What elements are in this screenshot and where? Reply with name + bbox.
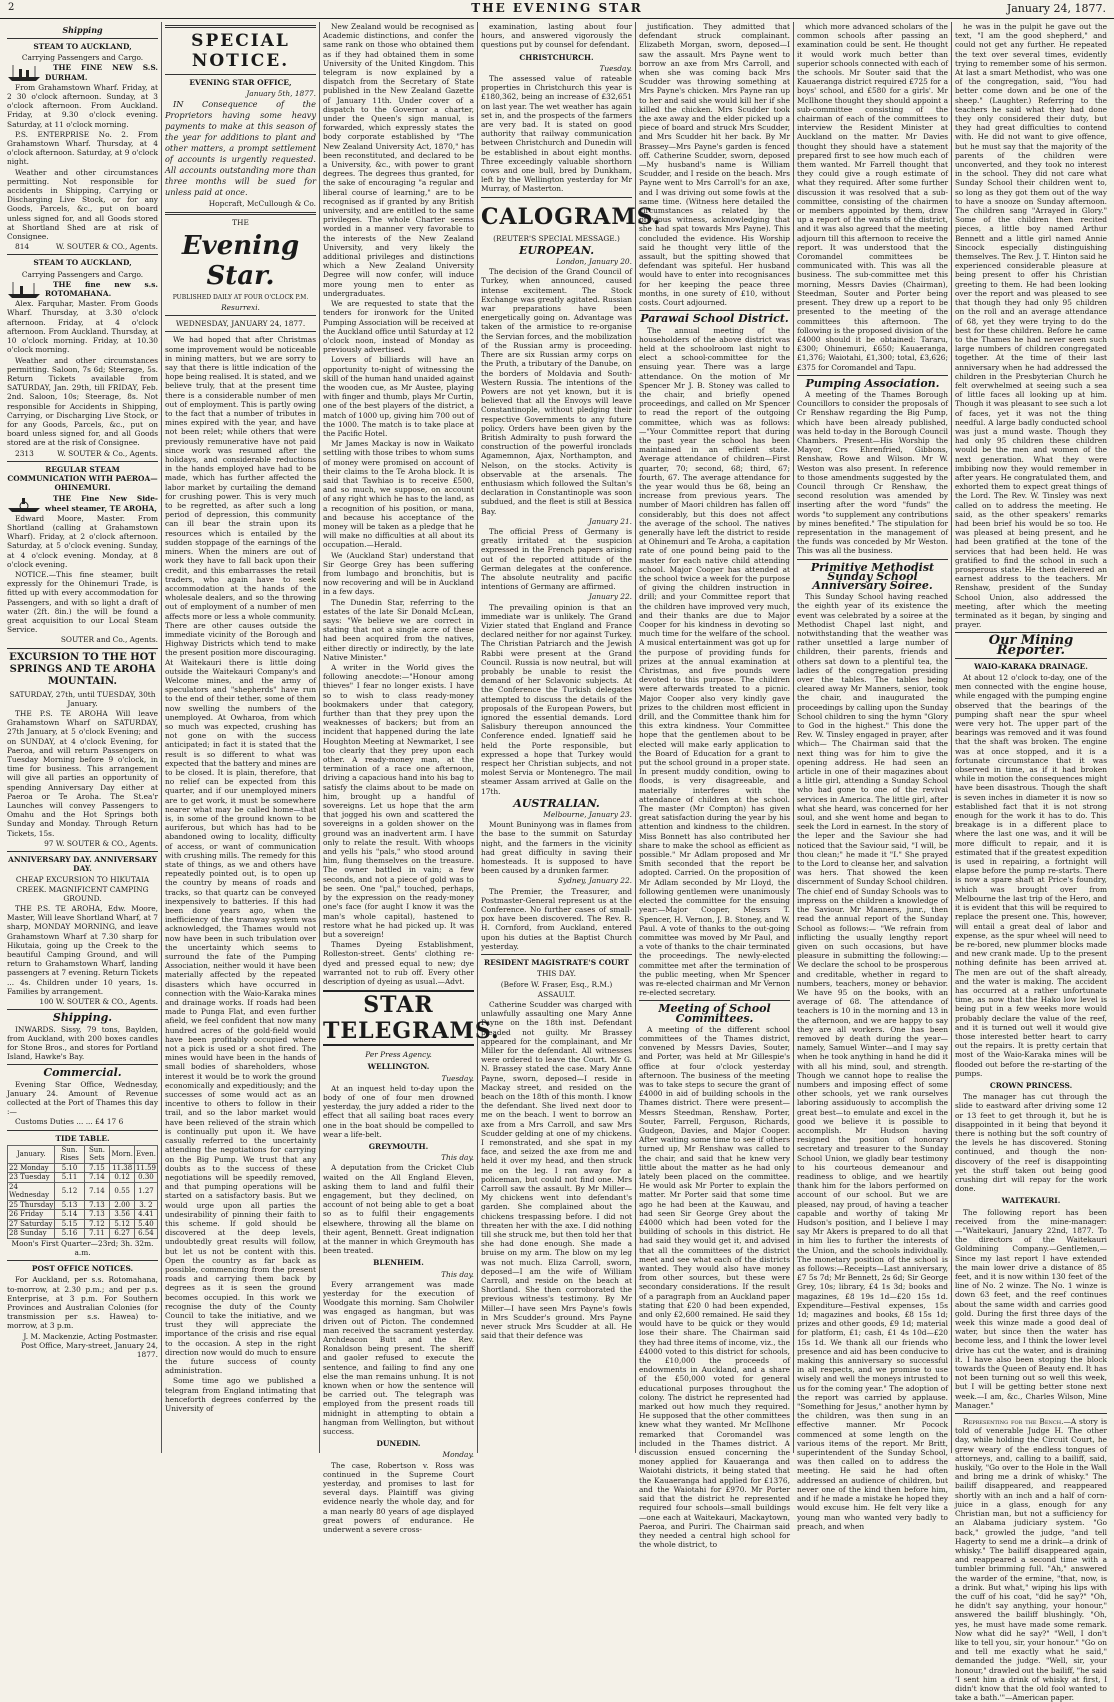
dunedin-body: The case, Robertson v. Ross was continued in the Supreme Court yesterday, and promises to last for several days. Plaintiff was giving evidence nearly the whole day, and for a man nearly 80 years of age displayed great powers of endurance. He underwent a severe cross- xyxy=(323,1460,474,1535)
col3-p3: Lovers of billiards will have an opportunity to-night of witnessing the skill of the human hand unaided against the wooden cue, as Mr Austee, playing with finger and thumb, plays Mr Curtin, one of the best players of the district, a match of 1000 up, giving him 700 out of the 1000. The match is to take place at the Pacific Hotel. xyxy=(323,355,474,438)
primitive-body: This Sunday School having reached the eighth year of its existence the event was celebrated by a soiree at the Methodist Chapel last night, and notwithstanding that the weather was rather unsettled a large number of children, their parents, friends and others sat down to a plentiful tea, the ladies of the congregation presiding over the tables. The tables being cleared away Mr Manners, senior, took the chair, and inaugurated the proceedings by calling upon the Sunday School children to sing the hymn "Glory to God in the highest." This done the Rev. W. Tinsley engaged in prayer, after which— The Chairman said that the next thing was for him to give the opening address. He had seen an article in one of their magazines about a little girl, attending a Sunday School who had gone to one of the revival services in America. The little girl, after what she heard, was concerned for her soul, and she went home and began to seek the Lord in earnest. In the story of the leper and the Saviour she had noticed that the Saviour said, "I will, be thou clean;" he made it "I." She prayed to the Lord to cleanse her, and salvation was hers. That showed the keen discernment of Sunday School children. The chief end of Sunday Schools was to impress on the children a knowledge of the Saviour. Mr Manners, junr., then read the annual report of the Sunday School as follows:— "We refrain from inflicting the usually lengthy report given on such occasions, but have pleasure in submitting the following:—We declare the school to be prosperous and creditable, whether in regard to numbers, teachers, money or behavior. We have 95 on the books, with an average of 68. The attendance of teachers is 10 in the morning and 13 in the afternoon, and we are happy to say they are all workers. One has been removed by death during the year—namely, Samuel Winter—and I may say when he took anything in hand he did it with all his mind, soul, and strength. Though we cannot hope to realise the numbers and imposing effect of some other schools, yet we rank ourselves laboring assiduously to accomplish the great best—to emulate and excel in the good we believe it is possible to accomplish. Mr Hudson having resigned the position of honorary secretary and treasurer to the Sunday School Union, we gladly bear testimony to his courteous demeanour and readiness to oblige, and we heartily thank him for the labors performed on account of our school. But we are pleased, nay proud, of having a teacher capable and worthy of taking Mr Hudson's position, and I believe I may say Mr Akers is prepared to do all that in him lies to further the interests of the Union, and the schools individually. The monetary position of the school is as follows:—Receipts—Last anniversary, £7 5s 7d; Mr Bennett, 2s 6d; Sir George Grey, 10s; library, £4 1s 3d; books and magazines, £8 19s 1d—£20 15s 1d. Expenditure—Festival expenses, 15s 1d; magazines and books, £8 15s 1d; prizes and other goods, £9 1d; material for platform, £1; cash, £1 4s 10d—£20 15s 1d. We thank all our friends who presence and aid has been conducive to making this anniversary so successful in all respects, and we promise to use wisely and well the moneys intrusted to us for the coming year." The adoption of the report was carried by applause. "Something for Jesus," another hymn by the children, was then sung in an effective manner. Mr Pocock commenced at some length on the various items of the report. Mr Britt, superintendent of the Sunday School, was then called on to address the meeting. He said he had often addressed an audience of children, but never one of the kind then before him, and if he made a mistake he hoped they would excuse him. He felt very like a young man who wanted very badly to preach, and when xyxy=(797,592,949,1531)
tide-cell: 6.27 xyxy=(110,1229,134,1239)
column-1 xyxy=(4,22,162,1453)
european-head: EUROPEAN. xyxy=(518,243,595,257)
steam1-num: 814 xyxy=(15,242,30,252)
column-5 xyxy=(636,22,794,1550)
column-2 xyxy=(162,22,320,1453)
eu3-body: The prevailing opinion is that an immediate war is unlikely. The Grand Vizier stated that England and France declared neither for nor against Turkey. The Christian Patriarch and the Jewish Rabbi were present at the Grand Council. Russia is now neutral, but will probably be unable to resist the demand of her Sclavonic subjects. At the Conference the Turkish delegates attempted to discuss the details of the proposals of the European Powers, but ignored the essential demands. Lord Salisbury thereupon announced the Conference ended. Ignatieff said he held the Porte responsible, but expressed a hope that Turkey would respect her Christian subjects, and not molest Servia or Montenegro. The mail steamer Assam arrived at Galle on the 17th. xyxy=(481,602,632,796)
pumping-head: Pumping Association. xyxy=(805,376,940,390)
tide-row xyxy=(8,1182,158,1200)
commercial-duties: Customs Duties ... ... £4 17 6 xyxy=(15,1117,124,1127)
published-line: PUBLISHED DAILY AT FOUR O'CLOCK P.M. xyxy=(172,293,309,301)
steam1-body: From Grahamstown Wharf. Friday, at 2 30 o'clock afternoon. Sunday, at 3 o'clock afternoon. From Auckland. Friday, at 9.30 o'clock evening. Saturday, at 11 o'clock morning. xyxy=(7,82,158,129)
steam2-ship: THE fine new s.s. ROTOMAHANA. xyxy=(45,279,158,299)
greymouth-body: A deputation from the Cricket Club waited on the All England Eleven, asking them to land and fulfil their engagement, but they declined, on account of not being able to get a boat so as to fulfil their engagements elsewhere, throwing all the blame on their agent, Bennett. Great indignation at the manner in which Greymouth has been treated. xyxy=(323,1163,474,1256)
tide-cell: 11.38 xyxy=(110,1163,134,1173)
blenheim-day: This day. xyxy=(441,1269,474,1279)
nameplate: Evening Star. xyxy=(181,230,300,291)
steamship-icon xyxy=(7,64,41,82)
tide-title: TIDE TABLE. xyxy=(55,1133,110,1143)
tide-cell: 7.11 xyxy=(84,1229,110,1239)
parawai-body: The annual meeting of the householders of the above district was held at the schoolroom last night to elect a school-committee for the ensuing year. There was a large attendance. On the motion of Mr Spencer Mr J. B. Stoney was called to the chair, and briefly opened proceedings, and called on Mr Spencer to read the report of the outgoing committee, which was as follows:—"Your Committee report that during the past year the school has been maintained in an efficient state. Average attendance of children—First quarter, 70; second, 68; third, 67; fourth, 67. The average attendance for the year would thus be 68, being an increase from previous years. The number of Maori children has fallen off considerably, but this does not affect the average of the school. The natives generally have left the district to reside at Ohinemuri and Te Aroha, a capitation rate of one pound being paid to the master for each native child attending school. Major Cooper has attended at the school twice a week for the purpose of giving the children instruction in drill; and your Committee report that the children have improved very much, and their thanks are due to Major Cooper for his kindness in devoting so much time for the welfare of the school. A musical entertainment was got up for the purpose of providing funds for prizes at the annual examination at Christmas, and five pounds were devoted to this purpose. The children were afterwards treated to a picnic. Major Cooper also very kindly gave prizes to the children most efficient in drill, and the Committee thank him for this extra kindness. Your Committee hope that the gentlemen about to be elected will make early application to the Board of Education for a grant to put the school ground in a proper state. In present muddy condition, owing to floods, is very disagreeable, and materially interferes with the attendance of children at the school. The master (Mr Compton) has given great satisfaction during the year by his attention and kindness to the children. Miss Bonnett has also contributed her share to make the school as efficient as possible." Mr Adlam proposed and Mr Smith seconded that the report be adopted. Carried. On the proposition of Mr Adlam seconded by Mr Lloyd, the following gentlemen were unanimously elected the committee for the ensuing year:—Major Cooper, Messrs T. Spencer, H. Vernon, J. B. Stoney, and W. Paul. A vote of thanks to the out-going committee was moved by Mr Paul, and a vote of thanks to the chair terminated the proceedings. The newly-elected committee met after the termination of the public meeting, when Mr Spencer was re-elected chairman and Mr Vernon re-elected secretary. xyxy=(639,325,790,998)
christchurch-day: Tuesday. xyxy=(599,63,632,73)
columns xyxy=(4,22,1110,1702)
col3-p5: We (Auckland Star) understand that Sir George Grey has been suffering from lumbago and bronchitis, but is now recovering and will be in Auckland in a few days. xyxy=(323,550,474,597)
waitekauri-body: The following report has been received from the mine-manager:—"Waitekauri, January 22nd, 1877. To the directors of the Waitekauri Goldmining Company.—Gentlemen,—Since my last report I have extended the main lower drive a distance of 85 feet, and it is now within 130 feet of the line of No. 2 winze. The No. 1 winze is down 63 feet, and the reef continues about the same width and carries good gold. During the first three days of the week this winze made a good deal of water, but since then the water has become less, and I think the lower level drive has cut the water, and is draining it. I have also been stoping the block towards the Queen of Beauty end. It has not been turning out so well this week, but I will be getting better stone next week.—I am, &c., Charles Wilson, Mine Manager." xyxy=(955,1207,1107,1410)
representing-para: Representing for the Bench.—A story is told of venerable Judge H. The other day, while holding the Circuit Court, he grew weary of the endless tongues of attorneys, and, calling to a bailiff, said, huskily, "Go over to the Hole in the Wall and bring me a drink of whisky." The bailiff disappeared, and reappeared shortly with an inch and a half of corn-juice in a glass, enough for any Christian man, but not a sufficiency for an Alabama judiciary system. "Go back," growled the judge, "and tell Hagerty to send me a drink—a drink of whisky." The bailiff disappeared again, and reappeared a second time with a tumbler brimming full. "Ah," answered the warder of the ermine, "that, now, is a drink. But what," wiping his lips with the cuff of his coat, "did he say?" "Oh, he didn't say anything, your honour," answered the bailiff blushingly. "Oh, yes, he must have made some remark. Now what did he say?" "Well, I don't like to tell you, sir, your honour." "Go on and tell me exactly what he said," demanded the judge. "Well, sir, your honour," drawled out the bailiff, "he said 'I sent him a drink of whisky at first, I didn't know that the old fool wanted to take a bath.'"—American paper. xyxy=(955,1417,1107,1702)
tide-col-header: January. xyxy=(8,1145,55,1163)
wellington-day: Tuesday. xyxy=(441,1073,474,1083)
post-sign: J. M. Mackenzie, Acting Postmaster. Post Office, Mary-street, January 24, 1877. xyxy=(20,1331,158,1359)
col3-p2: We are requested to state that the tenders for ironwork for the United Pumping Association will be received at the Auckland office until Saturday at 12 o'clock noon, instead of Monday as previously advertised. xyxy=(323,299,474,355)
university-para: Some time ago we published a telegram from England intimating that henceforth degrees conferred by the University of xyxy=(165,1376,316,1413)
anniversary-agent: 100 W. SOUTER & CO., Agents. xyxy=(39,997,158,1007)
christchurch-body: The assessed value of rateable properties in Christchurch this year is £180,362, being an increase of £32,651 on last year. The wet weather has again set in, and the prospects of the farmers are very bad. It is stated on good authority that railway communication between Christchurch and Dunedin will be established in about eight months. Three exceedingly valuable shorthorn cows and one bull, bred by Dunkham, left by the Wellington yesterday for Mr Murray, of Masterton. xyxy=(481,74,632,194)
tide-cell: 6.54 xyxy=(134,1229,157,1239)
tide-cell: 0.12 xyxy=(110,1173,134,1183)
column-7 xyxy=(952,22,1110,1702)
greymouth-day: This day. xyxy=(441,1153,474,1163)
excursion-title: EXCURSION TO THE HOT SPRINGS AND TE AROHA MOUNTAIN. xyxy=(9,651,156,687)
moon-phase: Moon's First Quarter—23rd; 3h. 32m. a.m. xyxy=(11,1238,154,1257)
column-3 xyxy=(320,22,500,1535)
steam1-notice: Weather and other circumstances permitting. Not responsible for accidents in Shipping, Carrying or Discharging Live Stock, or for any Goods, Parcels, &c., put on board unless signed for, and all Goods stored at Shortland Shed are at risk of Consignee. xyxy=(7,167,158,242)
tide-cell: 0.55 xyxy=(110,1182,134,1200)
col3-p1: New Zealand would be recognised as Academic distinctions, and confer the same rank on those who obtained them as if they had obtained them in some University of the United Kingdom. This telegram is now explained by a dispatch from the Secretary of State published in the New Zealand Gazette of January 11th. Under cover of a dispatch to the Governor a charter, under the Queen's sign manual, is forwarded, which expressly states the body corporate established by "The New Zealand University Act, 1870," has been reconstituted, and declared to be a University, &c., with power to grant degrees. The degrees thus granted, for the sake of encouraging "a regular and liberal course of learning," are to be recognised as if granted by any British university, and are entitled to the same privileges. The whole Charter seems worded in a manner very favorable to the interests of the New Zealand University, and very likely the additional privileges and distinctions which a New Zealand University Degree will now confer, will induce more young men to enter as undergraduates. xyxy=(323,22,474,298)
steamship-icon xyxy=(7,495,41,513)
tide-table xyxy=(7,1145,158,1239)
section-shipping: Shipping xyxy=(62,25,103,35)
regular-ship: THE Fine New Side-wheel steamer, TE AROHA, xyxy=(45,494,158,513)
au2-body: The Premier, the Treasurer, and Postmaster-General represent us at the Conference. No further cases of small-pox have been discovered. The Rev. R. H. Cornford, from Auckland, entered upon his duties at the Baptist Church yesterday. xyxy=(481,886,632,951)
col5-p0: justification. They admitted that defendant struck complainant. Elizabeth Morgan, sworn, deposed—I saw the assault. Mrs Payne went to borrow an axe from Mrs Carroll, and when she was coming back Mrs Scudder was throwing something at Mrs Payne's chicken. Mrs Payne ran up to her and said she would kill her if she killed the chicken. Mrs Scudder took the axe away and the elder picked up a piece of board and struck Mrs Scudder, and Mrs Scudder hit her back. By Mr Brassey—Mrs Payne's garden is fenced off. Catherine Scudder, sworn, deposed—My husband's name is William Scudder, and I reside on the beach. Mrs Payne went to Mrs Carroll's for an axe, and I was driving out some fowls at the same time. (Witness here detailed the circumstances as related by the previous witness, acknowledging that she had spat towards Mrs Payne). This concluded the evidence. His Worship said he thought very little of the assault, but the spitting showed that defendant was spiteful. Her husband would have to enter into recognisances for her keeping the peace three months, in one surety of £10, without costs. Court adjourned. xyxy=(639,22,790,308)
tide-col-header: Morn. xyxy=(110,1145,134,1163)
tide-cell: 3.56 xyxy=(110,1210,134,1220)
regular-notice: NOTICE.—This fine steamer, built expressly for the Ohinemuri Trade, is fitted up with every accommodation for Passengers, and with so light a draft of water (2ft. 8in.) the will be found a great acquisition to our Local Steam Service. xyxy=(7,569,158,635)
office-date: January 5th, 1877. xyxy=(246,89,316,99)
tide-col-header: Sun. Sets xyxy=(84,1145,110,1163)
tide-row xyxy=(8,1163,158,1173)
mining-reporter-head: Our Mining Reporter. xyxy=(988,633,1074,658)
school-committees-body: A meeting of the different school committees of the Thames district, convened by Messrs Davies, Souter, and Porter, was held at Mr Gillespie's office at four o'clock yesterday afternoon. The business of the meeting was to take steps to secure the grant of £4000 in aid of building schools in the Thames district. There were present—Messrs Steedman, Renshaw, Porter, Souter, Farrell, Ferguson, Richards, Gudgeon, Davies, and Major Cooper. After waiting some time to see if others turned up, Mr Renshaw was called to the chair, and said that he knew very little about the matter as he had only lately been placed on the committee. He would ask Mr Porter to explain the matter. Mr Porter said that some time ago he had been at the Kauwau, and had seen Sir George Grey about the £4000 which had been voted for the building of schools in this district. He had said they would get it, and advised that all the committees of the district meet and see what each of the districts wanted. They would also have money from other sources, but these were secondary considerations. If the result of a paragraph from an Auckland paper stating that £20 0 had been expended, and only £2,600 remained. He said they would have to be quick or they would lose their share. The Chairman said they had three items of income, viz., the £4000 voted to this district for schools, the £10,000 the proceeds of endowments in Auckland, and a share of the £50,000 voted for general educational purposes throughout the colony. The district he represented had marked out how much they required. He supposed that the other committees knew what they wanted. Mr McIlhone remarked that Coromandel was included in the Thames district. A discussion ensued concerning the money applied for Kauaeranga and Waiotahi districts, it being stated that the Kauaeranga had applied for £1376, and the Waiotahi for £970. Mr Porter said that the district he represented required four schools—small buildings—one each at Waitekauri, Mackaytown, Paeroa, and Puriri. The Chairman said they needed a central high school for the whole district, to xyxy=(639,1024,791,1550)
col6-p0: which more advanced scholars of the common schools after passing an examination could be sent. He thought it would work much better than superior schools connected with each of the schools. Mr Souter said that the Kauaeranga district required £725 for a boys' school, and £580 for a girls'. Mr McIlhone thought they should appoint a sub-committee consisting of the chairman of each of the committees to interview the Resident Minister at Auckland on the matter. Mr Davies thought they should have a statement prepared first to see how much each of them wanted. Mr Farrell thought that they could give a rough estimate of what they required. After some further discussion it was resolved that a sub-committee, consisting of the chairmen or members appointed by them, draw up a report of the wants of the district, and it was also agreed that the meeting adjourn till this afternoon to receive the report. It was understood that the Coromandel committees be communicated with. This was all the business. The sub-committee met this morning, Messrs Davies (Chairman), Steedman, Souter and Porter being present. They drew up a report to be presented to the meeting of the committees this afternoon. The following is the proposed division of the £4000 should it be obtained: Tararu, £300; Ohinemuri, £650; Kauaeranga, £1,376; Waiotahi, £1,300; total, £3,626; £375 for Coromandel and Tapu. xyxy=(797,22,949,372)
tide-cell: 5.11 xyxy=(55,1173,84,1183)
tide-cell: 5.16 xyxy=(55,1229,84,1239)
rm-thisday: THIS DAY. xyxy=(537,969,576,979)
anniversary-sub: CHEAP EXCURSION TO HIKUTAIA CREEK. MAGNIFICENT CAMPING GROUND. xyxy=(15,875,150,903)
tide-cell: 1.27 xyxy=(134,1182,157,1200)
special-notice-title: SPECIAL NOTICE. xyxy=(191,31,290,71)
steam2-title: STEAM TO AUCKLAND, xyxy=(33,258,132,268)
tide-cell: 3. 2 xyxy=(134,1200,157,1210)
section-commercial: Commercial. xyxy=(43,1066,122,1080)
tide-cell: 5.12 xyxy=(110,1219,134,1229)
tide-cell: 5.10 xyxy=(55,1163,84,1173)
tide-cell: 7.13 xyxy=(84,1210,110,1220)
tide-row xyxy=(8,1219,158,1229)
column-6 xyxy=(794,22,952,1531)
au2-date: Sydney, January 22. xyxy=(557,876,632,886)
column-4 xyxy=(478,22,662,1453)
parawai-head: Parawai School District. xyxy=(640,312,789,326)
rm-body: Catherine Scudder was charged with unlawfully assaulting one Mary Anne Payne on the 18th inst. Defendant pleaded not guilty. Mr Brassey appeared for the complainant, and Mr Miller for the defendant. All witnesses were ordered to leave the Court. Mr G. N. Brassey stated the case. Mary Anne Payne, sworn, deposed—I reside in Mackay street, and resided on the beach on the 18th of this month. I know the defendant. She lived next door to me on the beach. I went to borrow an axe from a Mrs Carroll, and saw Mrs Scudder gelding at one of my chickens. I remonstrated, and she spat in my face, and seized the axe from me and held it over my head, and then struck me on the leg. I ran away for a policeman, but could not find one. Mrs Carroll saw the assault. By Mr Miller—My chickens went into defendant's garden. She complained about the chickens trespassing before. I did not threaten her with the axe. I did nothing till she struck me, but then told her that she had done enough. She made a bruise on my arm. The blow on my leg was not much. Eliza Carroll, sworn, deposed—I am the wife of William Carroll, and reside on the beach at Shortland. She then corroborated the previous witness's testimony. By Mr Miller—I have seen Mrs Payne's fowls in Mrs Scudder's ground. Mrs Payne never struck Mrs Scudder at all. He said that their defence was xyxy=(481,999,632,1341)
dateline-dunedin: DUNEDIN. xyxy=(376,1439,421,1449)
steam2-notice: Weather and other circumstances permitting. Saloon, 7s 6d; Steerage, 5s. Return Tickets available from SATURDAY, Jan. 29th, till FRIDAY, Feb. 2nd. Saloon, 10s; Steerage, 8s. Not responsible for Accidents in Shipping, Carrying, or Discharging Live Stock, or for any Goods, Parcels, &c., put on board unless signed for, and all Goods stored are at the risk of Consignee. xyxy=(7,355,158,448)
tide-cell: 26 Friday xyxy=(8,1210,55,1220)
excursion-date: SATURDAY, 27th, until TUESDAY, 30th January. xyxy=(9,689,156,708)
tide-row xyxy=(8,1210,158,1220)
steam2-body: Alex. Farquhar, Master. From Goods Wharf. Thursday, at 3.30 o'clock afternoon. Friday, at 4 o'clock afternoon. From Auckland. Thursday, at 10 o'clock morning. Friday, at 10.30 o'clock morning. xyxy=(7,299,158,355)
wellington-body: At an inquest held to-day upon the body of one of four men drowned yesterday, the jury added a rider to the effect that all sailing boat races every one in the boat should be compelled to wear a life-belt. xyxy=(323,1083,474,1139)
excursion-agent: 97 W. SOUTER & CO., Agents. xyxy=(44,838,158,848)
tide-row xyxy=(8,1229,158,1239)
issue-date: WEDNESDAY, JANUARY 24, 1877. xyxy=(175,319,306,329)
tide-row xyxy=(8,1173,158,1183)
au1-body: Mount Buninyong was in flames from the base to the summit on Saturday night, and the farmers in the vicinity had great difficulty in saving their homesteads. It is supposed to have been caused by a drunken farmer. xyxy=(481,820,632,876)
tide-cell: 7.15 xyxy=(84,1163,110,1173)
tide-cell: 5.40 xyxy=(134,1219,157,1229)
masthead xyxy=(0,0,1114,19)
tide-cell: 0.30 xyxy=(134,1173,157,1183)
tide-cell: 27 Saturday xyxy=(8,1219,55,1229)
reuter-line: (REUTER'S SPECIAL MESSAGE.) xyxy=(493,233,620,243)
star-telegrams-title: STAR TELEGRAMS. xyxy=(323,992,500,1045)
notice-body: IN Consequence of the Proprietors having some heavy payments to make at this season of the year for additions to plant and other matters, a prompt settlement of accounts is urgently requested. All accounts outstanding more than three months will be sued for unless paid at once. xyxy=(165,99,316,198)
page-number: 2 xyxy=(8,2,15,13)
pumping-body: A meeting of the Thames Borough Councillors to consider the proposals of Cr Renshaw regarding the Big Pump, which have been already published, was held to-day in the Borough Council Chambers. Present—His Worship the Mayor, Crs Ehrenfried, Gibbons, Renshaw, Rowe and Wilson. Mr W. Weston was also present. In reference to those amendments suggested by the Council through Cr Renshaw, the second resolution was amended by inserting after the word "funds" the words "to supplement any contributions by mines benefited." The stipulation for representation in the management of the funds was conceded by Mr Weston. This was all the business. xyxy=(797,389,948,556)
steam2-sub: Carrying Passengers and Cargo. xyxy=(21,269,144,279)
australian-head: AUSTRALIAN. xyxy=(513,796,600,810)
col3-p7: A writer in the World gives the following anecdote:—"Honour among thieves" I fear no longer exists. I have so to wish to class ready-money bookmakers under that category, further than that they prey upon the weaknesses of backers; but from an incident that happened during the late Houghton Meeting at Newmarket, I see too clearly that they prey upon each other. A ready-money man, at the termination of a race one afternoon, driving a capacious hand into his bag to satisfy the claims about to be made on him, brought up a handful of sovereigns. Let us hope that the arm that jogged his own and scattered the sovereigns in a golden shower on the ground was an inadvertent arm. I have only to relate the result. With whoops and yells his "pals," who stood around him, flung themselves on the treasure. The owner battled in vain; a few seconds, and not a piece of gold was to be seen. One "pal," touched, perhaps, by the expression on the ready-money one's face (for aught I know it was the man's whole capital), hastened to restore what he had picked up. It was but a sovereign! xyxy=(323,663,474,939)
crown-body: The manager has cut through the slide to eastward after driving some 12 or 13 feet to get through it, but he is disappointed in it being that beyond it there is nothing but the soft country of the levels he has discovered. Stoning continued, and though the non-discovery of the reef is disappointing yet the stuff taken out being good crushing dirt will repay for the work done. xyxy=(955,1092,1107,1194)
tide-cell: 24 Wednesday xyxy=(8,1182,55,1200)
steam2-agent: 2313 W. SOUTER & Co., Agents. xyxy=(15,448,158,458)
dateline-wellington: WELLINGTON. xyxy=(367,1062,430,1072)
school-committees-head: Meeting of School Committees. xyxy=(658,1002,771,1025)
steam1-sub: Carrying Passengers and Cargo. xyxy=(21,53,144,63)
eu3-date: January 22. xyxy=(588,592,632,602)
excursion-body: THE P.S. TE AROHA Will leave Grahamstown Wharf on SATURDAY, 27th January, at 5 o'clock Evening; and on SUNDAY, at 4 o'clock Evening, for Paeroa, and will return Passengers on Tuesday Morning before 9 o'clock, in time for business. This arrangement will give all parties an opportunity of spending Anniversary Day either at Paeroa or Te Aroha. The St.ea'r Launches will convey Passengers to Omahu and the Hot Springs both Sunday and Monday. Through Return Tickets, 15s. xyxy=(7,709,158,838)
tide-col-header: Even. xyxy=(134,1145,157,1163)
inwards: INWARDS. Sissy, 79 tons, Baylden, from Auckland, with 200 boxes candles for Stone Bros., and stores for Portland Island, Hawke's Bay. xyxy=(7,1024,158,1062)
office-title: EVENING STAR OFFICE, xyxy=(189,78,292,87)
primitive-head: Primitive Methodist Sunday School Anniversary Soiree. xyxy=(810,560,935,592)
tide-cell: 4.41 xyxy=(134,1210,157,1220)
eu1-date: London, January 20. xyxy=(556,257,632,267)
steamship-icon xyxy=(7,281,41,299)
tide-cell: 5.13 xyxy=(55,1200,84,1210)
anniversary-body: THE P.S. TE AROHA, Edw. Moore, Master, Will leave Shortland Wharf, at 7 sharp, MONDAY MORNING, and leave Grahamstown Wharf at 7.30 sharp for Hikutaia, going up the Creek to the beautiful Camping Ground, and will return to Grahamstown Wharf, landing passengers at 7 evening. Return Tickets ... 4s. Children under 10 years, 1s. Families by arrangement. xyxy=(7,904,159,996)
tide-cell: 7.13 xyxy=(84,1200,110,1210)
tide-cell: 2.00 xyxy=(110,1200,134,1210)
anniversary-title: ANNIVERSARY DAY. ANNIVERSARY DAY. xyxy=(8,855,157,874)
regular-agent: SOUTER and Co., Agents. xyxy=(60,635,158,645)
dateline-christchurch: CHRISTCHURCH. xyxy=(519,52,594,62)
steam1-ship: THE FINE NEW S.S. DURHAM. xyxy=(45,63,158,82)
tide-cell: 23 Tuesday xyxy=(8,1173,55,1183)
tide-cell: 7.12 xyxy=(84,1219,110,1229)
dateline-greymouth: GREYMOUTH. xyxy=(368,1141,429,1151)
tide-cell: 5.12 xyxy=(55,1182,84,1200)
eu1-body: The decision of the Grand Council of Turkey, when announced, caused intense excitement. The Stock Exchange was greatly agitated. Russian war preparations have been energetically going on. Advantage was taken of the armistice to re-organise the Servian forces, and the mobilization of the Russian army is proceeding. There are six Russian army corps on the Pruth, a tributary of the Danube, on the borders of Moldavia and South-Western Russia. The intentions of the Powers are not yet known, but it is believed that all the Envoys will leave Constantinople, without pledging their respective Governments to any future policy. Orders have been given by the British Admiralty to push forward the construction of the powerful ironclads Agamemnon, Ajax, Northampton, and Nelson, on the stocks. Activity is observable at the arsenals. The enthusiasm which followed the Sultan's declaration in Constantinople was soon subdued, and the fleet is still at Bessica Bay. xyxy=(481,267,632,516)
tide-cell: 5.14 xyxy=(55,1210,84,1220)
tide-cell: 11.59 xyxy=(135,1163,156,1172)
col7-p0: he was in the pulpit he gave out the text, "I am the good shepherd," and could not get any further. He repeated the text over several times, evidently trying to remember some of his sermon. At last a smart Methodist, who was one of the congregation, said, "You had better come down and be one of the sheep." (Laughter.) Referring to the teachers he said what they had done they only considered their duty, but they had great difficulties to contend with. He did not want to give offence, but he must say that the majority of the parents of the children were unconverted, and they took no interest in the school. They did not care what Sunday School their children went to, so long as they got them out of the way to have a snooze on Sunday afternoon. The children sang "Arrayed in Glory." Some of the children then recited pieces, a little boy named Arthur Bennett and a little girl named Annie Sincock especially distinguishing themselves. The Rev. J. T. Hinton said he experienced considerable pleasure at being present to offer his Christian greeting to them. He had been looking over the report and was pleased to see that though they had only 95 children on the roll and an average attendance of 68, yet they were trying to do the best for these children. Before he came to the Thames he had never seen such large numbers of children congregated together. At the time of their last anniversary when he had addressed the children in the Presbyterian Church he felt overwhelmed at seeing such a sea of little faces all looking up at him. Though it was pleasant to see such a lot of faces, yet it was not the thing needful. A large badly conducted school was just a mund waste. Though they had only 95 children these children would be the men and women of the next generation. What they were imbibing now they would remember in after years. He congratulated them, and exhorted them to expect great things of the Lord. The Rev. W. Tinsley was next called on to address the meeting. He said, as the other speakers' remarks had been brief his would be so too. He was pleased at being present, and he had been gratified at the tone of the services that had been held. He was gratified to find the school in such a prosperous state. He then delivered an earnest address to the teachers. Mr Renshaw, president of the Sunday School Union, also addressed the meeting, after which the meeting terminated as it began, by singing and prayer. xyxy=(955,22,1107,630)
eu2-body: The official Press of Germany is greatly irritated at the suspicion expressed in the French papers arising out of the reported attitude of the German delegates at the conference. The absolute neutrality and pacific intentions of Germany are affirmed. xyxy=(481,526,632,592)
waitekauri-head: WAITEKAURI. xyxy=(1001,1196,1061,1206)
steam1-title: STEAM TO AUCKLAND, xyxy=(33,42,132,51)
steam1-agent: 814 W. SOUTER & CO., Agents. xyxy=(7,242,158,251)
leader-article: We had hoped that after Christmas some improvement would be noticeable in mining matters, but we are sorry to say that there is little indication of the hope being realised. It is stated, and we believe truly, that at the present time there is a considerable number of men out of employment. This is partly owing to the fact that a number of tributes in mines expired with the year, and have not been relet; while others that were previously remunerative have not paid since work was resumed after the holidays, and considerable reductions in the hands employed have had to be made, which has further affected the labor market by curtailing the demand for crushing power. This is very much to be regretted, as after such a long period of depression, this community can ill bear the strain upon its resources which is entailed by the sudden stoppage of the earnings of the miners. When the miners are out of work they have to fall back upon their credit, and this embarrasses the retail traders, who again have to seek accommodation at the hands of the wholesale dealers, and so the throwing out of employment of a number of men affects more or less a whole community. There are other causes outside the immediate vicinity of the Borough and Highway Districts which tend to make the present position more discouraging. At Waitekauri there is little doing outside the Waitekauri Company's and Welcome mines, and the army of speculators and "shepherds" have run to the end of their tether, some of them now swelling the numbers of the unemployed. At Owharoa, from which so much was expected, crushing has not gone on with the success anticipated; in fact it is stated that the result is so different to what was expected that the battery and mines are to be closed. It is plain, therefore, that no relief can be expected from this quarter, and if our unemployed miners are to get work, it must be somewhere nearer what may be called home—that is, in some of the ground known to be auriferous, but which has had to be abandoned owing to locality, difficulty of access, or want of communication with crushing mills. The remedy for this state of things, as we and others have repeatedly pointed out, is to open up the country by means of roads and tracks, so that quartz can be conveyed inexpensively to batteries. If this had been done years ago, when the inefficiency of the tramway system was acknowledged, the Thames would not now have been in such tribulation over the uncertainty which seems to surround the fate of the Pumping Association, neither would it have been materially affected by the repeated disasters which have occurred in connection with the Waio-Karaka mines and drainage works. If roads had been made to Punga Flat, and even further afield, we feel confident that now many hundred acres of the gold-field would have been profitably occupied where not a pick is used or a shot fired. The mines would have been in the hands of small bodies of shareholders, whose interest it would be to work the ground economically and expeditiously; and the successes of some would act as an incentive to others to follow in their trail, and so the labor market would have been relieved of the strain which is continually put upon it. We have casually referred to the uncertainty attending the negotiations for carrying on the Big Pump. We trust that any doubts as to the success of these negotiations will be speedily removed, and that pumping operations will be started on a satisfactory basis. But we would urge upon all parties the undesirability of pinning their faith to this scheme. If gold should be discovered at the deep levels, undoubtedly great results will follow, but let us not be content with this. Open the country as far back as possible, commencing from the present roads and carrying them back by degrees as it is seen the ground becomes occupied. In this work we recognise the duty of the County Council to take the initiative, and we trust they will appreciate the importance of the crisis and rise equal to the occasion. A step in the right direction now would do much to ensure the future success of county administration. xyxy=(165,335,316,1376)
tide-cell: 28 Sunday xyxy=(8,1229,55,1239)
rm-before: (Before W. Fraser, Esq., R.M.) xyxy=(500,979,613,989)
post-title: POST OFFICE NOTICES. xyxy=(31,1264,134,1274)
dunedin-day: Monday. xyxy=(442,1450,474,1460)
tide-cell: 7.14 xyxy=(84,1182,110,1200)
regular-body: Edward Moore, Master. From Shortland (calling at Grahamstown Wharf). Friday, at 2 o'clock afternoon. Saturday, at 5 o'clock evening. Sunday, at 4 o'clock evening. Monday, at 8 o'clock evening. xyxy=(7,513,158,569)
masthead-title: THE EVENING STAR xyxy=(471,1,643,15)
waio-body: At about 12 o'clock to-day, one of the men connected with the engine house, while engaged with the pumping engine observed that the bearings of the pumping shaft near the spur wheel were very hot. The upper part of the bearings was removed and it was found that the shaft was broken. The engine was at once stopped, and it is a fortunate circumstance that it was observed in time, as if it had broken while in motion the consequences might have been disastrous. Though the shaft is seven inches in diameter it is now so established fact that it is not strong enough for the work it has to do. This breakage is in a different place to where the last one was, and it will be more difficult to repair, and it is estimated that if the greatest expedition is used in repairing, a fortnight will elapse before the pump re-starts. There is now a spare shaft at Price's foundry, which was brought over from Melbourne the last trip of the Hero, and it is evident that this will be required to replace the present one. This, however, will entail a great deal of labor and expense, as the spur wheel will need to be re-bored, new plummer blocks made and new crank made. Up to the present nothing definite has been arrived at. The men are out of the shaft already, and the water is making. The accident has occurred at a rather unfortunate time, as now that the Hako low level is being put in a few weeks more would probably declare the value of the reef, and it is turned out well it would give those interested better heart to carry out the repairs. It is pretty certain that most of the Waio-Karaka mines will be flooded out before the re-starting of the pumps. xyxy=(955,673,1107,1078)
tide-cell: 22 Monday xyxy=(8,1163,55,1173)
masthead-date: January 24, 1877. xyxy=(1006,2,1106,15)
rm-court-head: RESIDENT MAGISTRATE'S COURT xyxy=(483,958,629,968)
rm-assault: ASSAULT. xyxy=(537,989,576,999)
dateline-blenheim: BLENHEIM. xyxy=(373,1258,424,1268)
au1-date: Melbourne, January 23. xyxy=(543,810,632,820)
waio-head: WAIO-KARAKA DRAINAGE. xyxy=(974,661,1088,671)
crown-head: CROWN PRINCESS. xyxy=(989,1080,1073,1090)
notice-sign: Hopcraft, McCullough & Co. xyxy=(208,199,316,209)
tide-row xyxy=(8,1200,158,1210)
tide-cell: 5.15 xyxy=(55,1219,84,1229)
col3-p6: The Dunedin Star, referring to the estates of the late Sir Donald McLean, says: "We believe we are correct in stating that not a single acre of these had been acquired from the natives, either directly or indirectly, by the late Native Minister." xyxy=(323,597,474,662)
press-agency: Per Press Agency. xyxy=(365,1050,432,1060)
tide-cell: 7.14 xyxy=(84,1173,110,1183)
tide-cell: 25 Thursday xyxy=(9,1200,54,1209)
steam1-ps: P.S. ENTERPRISE No. 2. From Grahamstown Wharf. Thursday, at 4 o'clock afternoon. Saturday, at 9 o'clock night. xyxy=(7,129,158,167)
tide-col-header: Sun. Rises xyxy=(55,1145,84,1163)
calograms-title: CALOGRAMS. xyxy=(481,203,662,230)
motto: Resurrexi. xyxy=(221,303,260,313)
col4-p0: examination, lasting about four hours, and answered vigorously the questions put by counsel for defendant. xyxy=(481,22,632,50)
eu2-date: January 21. xyxy=(588,516,632,526)
blenheim-body: Every arrangement was made yesterday for the execution of Woodgate this morning. Sam Cholwiler was engaged as hangman, but was driven out of Picton. The condemned man received the sacrament yesterday. Archdeacon Butt and the Rev. Ronaldson being present. The sheriff and gaoler refused to execute the sentence, and failing to find any one else the man remains unhung. It is not known when or how the sentence will be carried out. The telegraph was employed from the present roads till midnight in attempting to obtain a hangman from Wellington, but without success. xyxy=(323,1279,474,1437)
commercial-body: Evening Star Office, Wednesday, January 24. Amount of Revenue collected at the Port of Thames this day :— xyxy=(7,1079,158,1117)
post-body: For Auckland, per s.s. Rotomahana, to-morrow, at 2.30 p.m.; and per p.s. Enterprise, at 3 p.m. For Southern Provinces and Australian Colonies (for transmission per s.s. Hawea) to-morrow, at 3 p.m. xyxy=(7,1275,158,1331)
col3-p8: Thames Dyeing Establishment, Rolleston-street. Gents' clothing re-dyed and pressed equal to new; dye warranted not to rub off. Every other description of dyeing as usual.—Advt. xyxy=(323,940,474,986)
regular-title: REGULAR STEAM COMMUNICATION WITH PAEROA—OHINEMURI. xyxy=(7,464,158,493)
section-shipping-2: Shipping. xyxy=(52,1011,113,1025)
col3-p4: Mr James Mackay is now in Waikato settling with those tribes to whom sums of money were promised on account of their claims to the Te Aroha block. It is said that Tawhiao is to receive £500, and so much, we suppose, on account of any right which he has to the land, as a recognition of his position, or mana, and because his acceptance of the money will be taken as a pledge that he will make no difficulties at all about its occupation.—Herald. xyxy=(323,439,474,550)
nameplate-the: THE xyxy=(232,217,249,227)
